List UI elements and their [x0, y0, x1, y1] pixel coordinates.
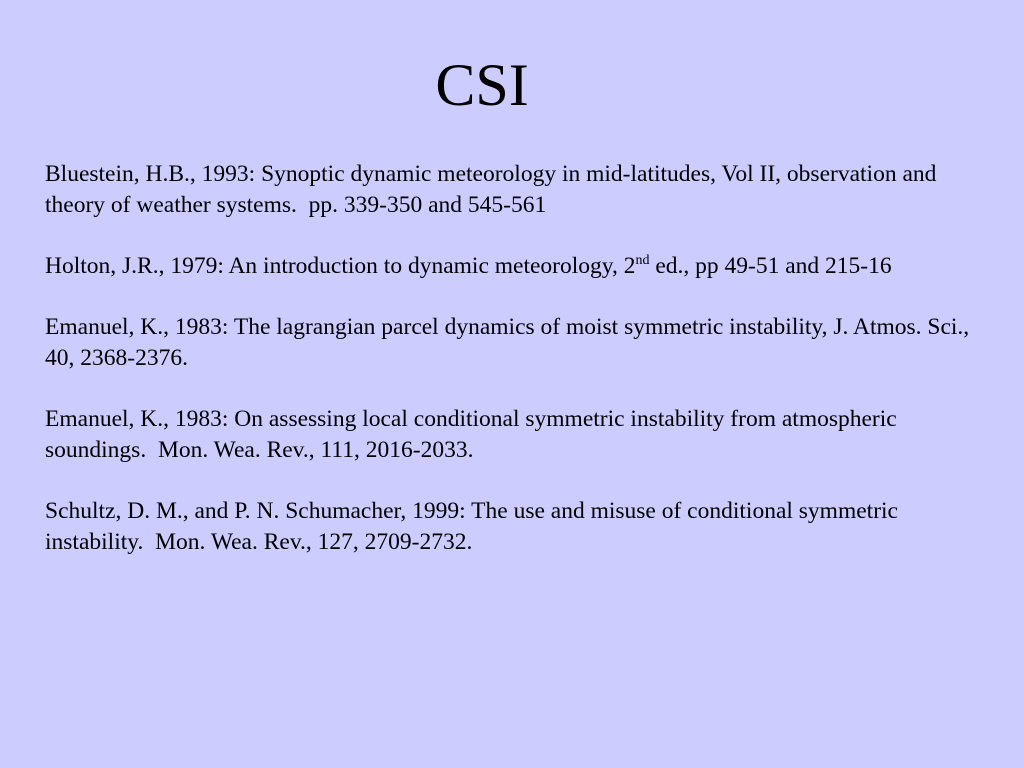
slide-title: CSI: [435, 52, 529, 118]
reference-item: [45, 496, 985, 558]
reference-text: Holton, J.R., 1979: An introduction to dynamic meteorology, 2: [45, 253, 636, 279]
reference-text: Emanuel, K., 1983: The lagrangian parcel dynamics of moist symmetric instability, J. Atmos. Sci., 40, 2368-2376.: [45, 314, 970, 371]
reference-item: [45, 251, 985, 282]
reference-item: [45, 404, 985, 466]
reference-item: [45, 312, 985, 374]
reference-list: [45, 159, 985, 588]
reference-text: Schultz, D. M., and P. N. Schumacher, 1999: The use and misuse of conditional symmetric instability. Mon. Wea. Rev., 127, 2709-2732.: [45, 498, 904, 555]
reference-text: ed., pp 49-51 and 215-16: [649, 253, 892, 279]
reference-item: [45, 159, 985, 221]
reference-text: Emanuel, K., 1983: On assessing local conditional symmetric instability from atmospheric soundings. Mon. Wea. Rev., 111, 2016-2033.: [45, 406, 903, 463]
reference-text: Bluestein, H.B., 1993: Synoptic dynamic meteorology in mid-latitudes, Vol II, observation and theory of weather systems. pp. 339-350 and 545-561: [45, 161, 943, 218]
ordinal-superscript: nd: [635, 253, 650, 268]
